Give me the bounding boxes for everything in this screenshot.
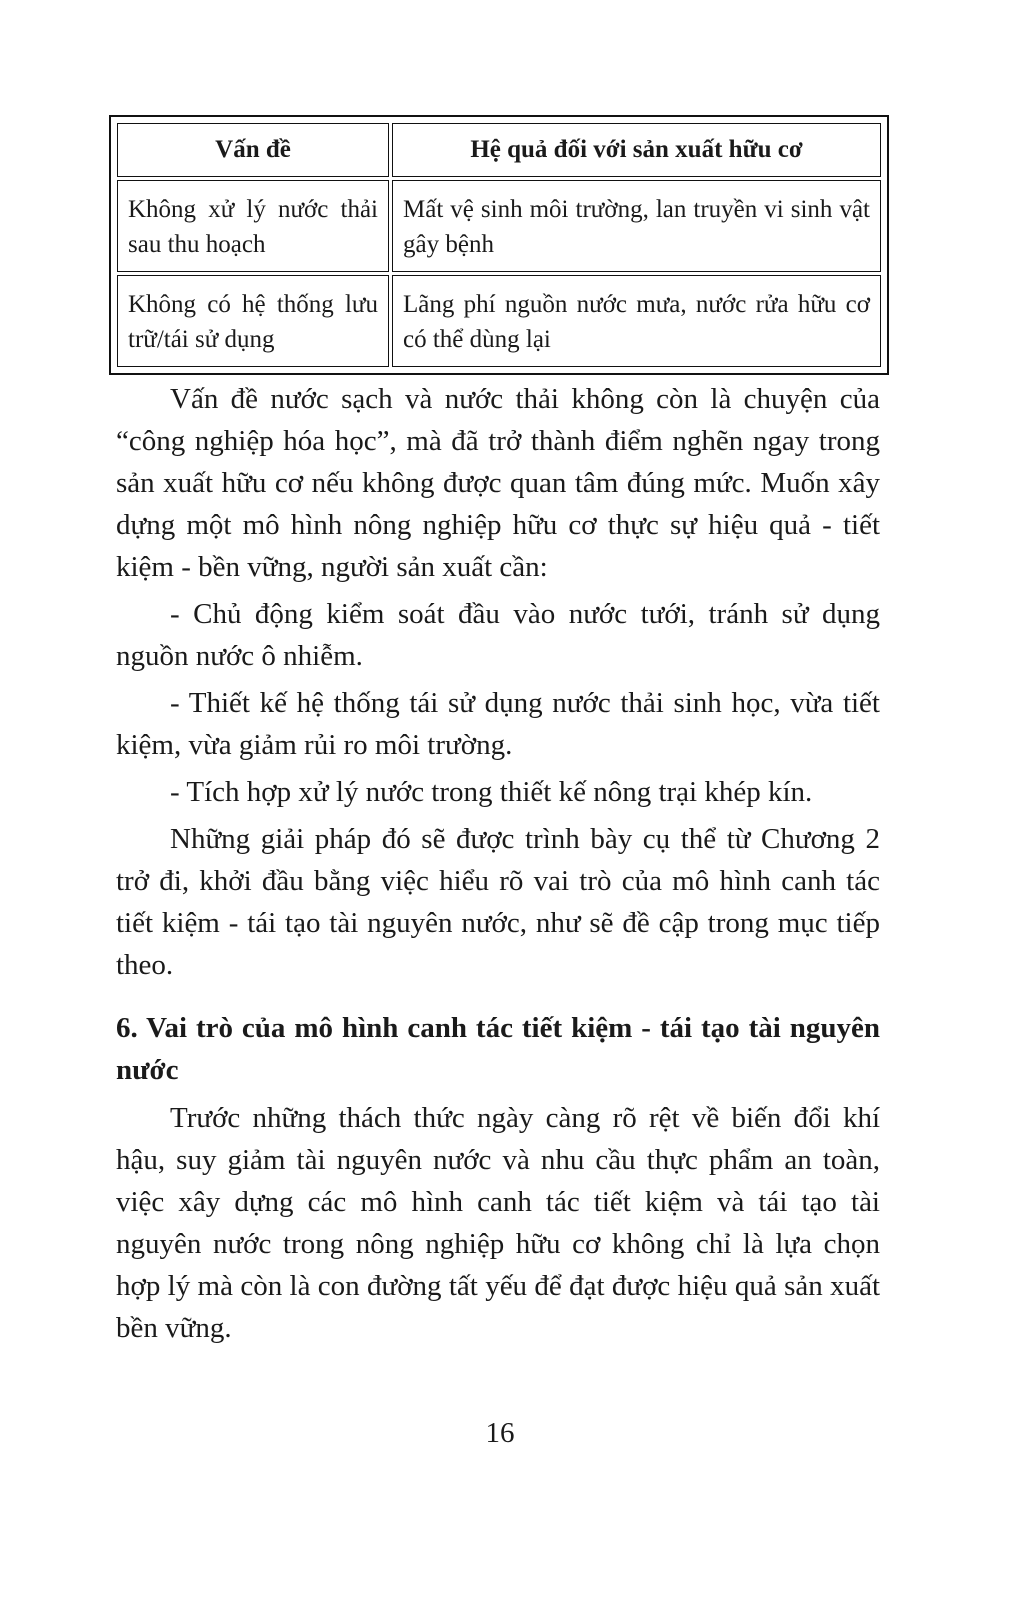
bullet-item: - Chủ động kiểm soát đầu vào nước tưới, tránh sử dụng nguồn nước ô nhiễm. bbox=[116, 598, 880, 672]
table-cell-issue: Không xử lý nước thải sau thu hoạch bbox=[117, 180, 389, 272]
section-6 bbox=[116, 1007, 880, 1349]
table-row bbox=[117, 275, 881, 367]
issues-table bbox=[109, 115, 889, 375]
closing-paragraph: Những giải pháp đó sẽ được trình bày cụ thể từ Chương 2 trở đi, khởi đầu bằng việc hiểu rõ vai trò của mô hình canh tác tiết kiệm - tái tạo tài nguyên nước, như sẽ đề cập trong mục tiếp theo. bbox=[116, 823, 880, 981]
table-header-row bbox=[117, 123, 881, 177]
table-cell-consequence: Mất vệ sinh môi trường, lan truyền vi sinh vật gây bệnh bbox=[392, 180, 881, 272]
table-cell-issue: Không có hệ thống lưu trữ/tái sử dụng bbox=[117, 275, 389, 367]
bullet-item: - Thiết kế hệ thống tái sử dụng nước thải sinh học, vừa tiết kiệm, vừa giảm rủi ro môi trường. bbox=[116, 687, 880, 761]
section-paragraph: Trước những thách thức ngày càng rõ rệt về biến đổi khí hậu, suy giảm tài nguyên nước và nhu cầu thực phẩm an toàn, việc xây dựng các mô hình canh tác tiết kiệm và tái tạo tài nguyên nước trong nông nghiệp hữu cơ không chỉ là lựa chọn hợp lý mà còn là con đường tất yếu để đạt được hiệu quả sản xuất bền vững. bbox=[116, 1102, 880, 1344]
page-number: 16 bbox=[485, 1417, 515, 1449]
section-heading: 6. Vai trò của mô hình canh tác tiết kiệm - tái tạo tài nguyên nước bbox=[116, 1012, 880, 1086]
intro-paragraph: Vấn đề nước sạch và nước thải không còn là chuyện của “công nghiệp hóa học”, mà đã trở thành điểm nghẽn ngay trong sản xuất hữu cơ nếu không được quan tâm đúng mức. Muốn xây dựng một mô hình nông nghiệp hữu cơ thực sự hiệu quả - tiết kiệm - bền vững, người sản xuất cần: bbox=[116, 383, 880, 583]
table-header-consequence: Hệ quả đối với sản xuất hữu cơ bbox=[392, 123, 881, 177]
table-header-issue: Vấn đề bbox=[117, 123, 389, 177]
table-cell-consequence: Lãng phí nguồn nước mưa, nước rửa hữu cơ có thể dùng lại bbox=[392, 275, 881, 367]
bullet-item: - Tích hợp xử lý nước trong thiết kế nông trại khép kín. bbox=[170, 776, 813, 808]
issues-table-grid bbox=[114, 120, 884, 370]
table-row bbox=[117, 180, 881, 272]
body-text bbox=[116, 378, 880, 986]
